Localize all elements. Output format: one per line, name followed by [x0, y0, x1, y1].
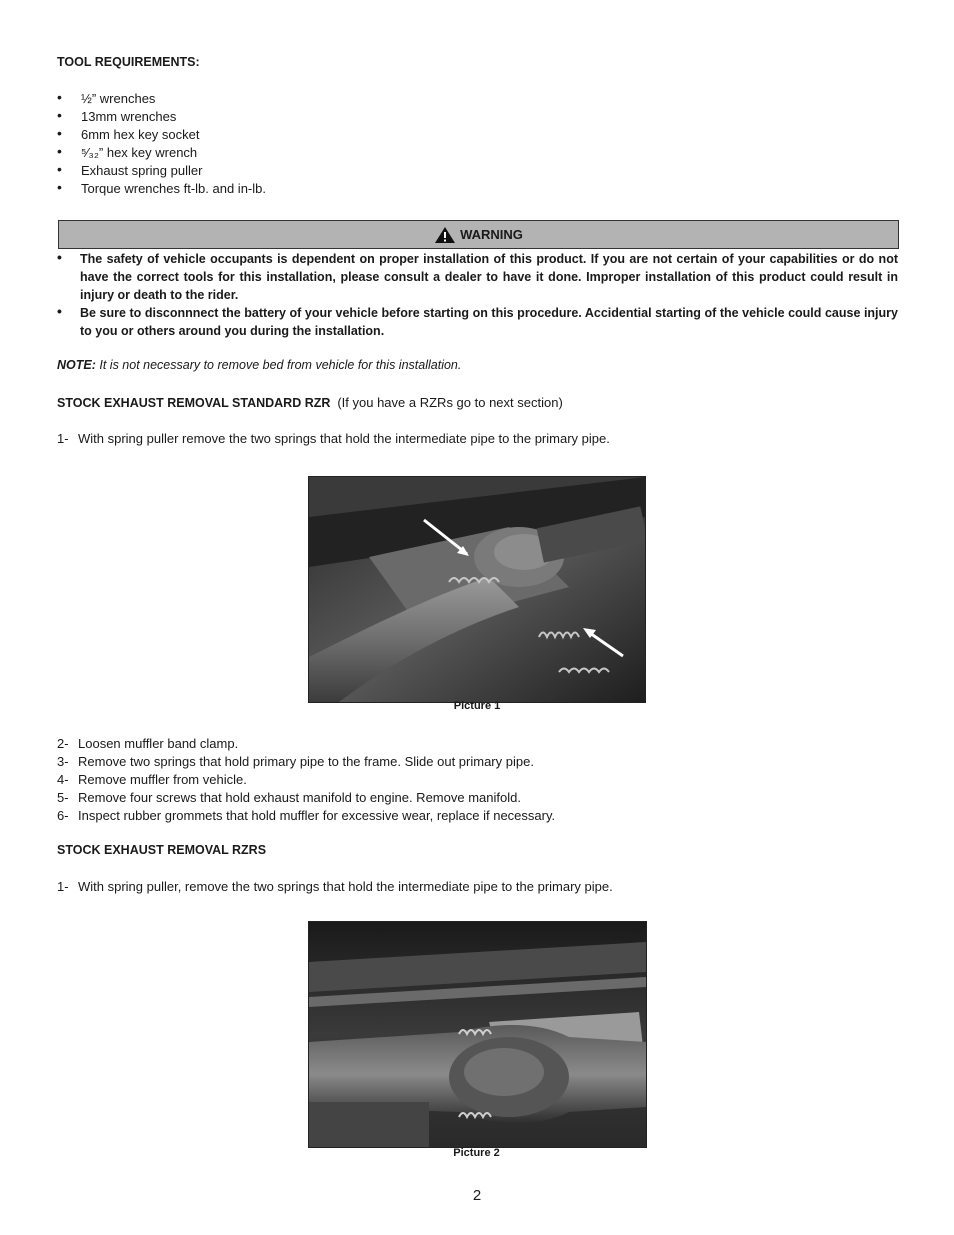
section2-step-1: 1- With spring puller, remove the two springs that hold the intermediate pipe to the primary pipe.	[57, 879, 613, 894]
page-number: 2	[472, 1187, 482, 1204]
warning-label: WARNING	[460, 227, 523, 242]
picture-1-image	[308, 476, 646, 703]
tool-list	[57, 90, 266, 198]
note	[57, 358, 461, 372]
bullet: •	[57, 107, 62, 123]
bullet: •	[57, 249, 62, 265]
list-item: • 13mm wrenches	[57, 107, 177, 124]
note-label: NOTE:	[57, 358, 96, 372]
list-item: • Be sure to disconnnect the battery of your vehicle before starting on this procedure. Accidential starting of the vehicle could cause injury to you or others around you during the installation.	[57, 303, 898, 338]
bullet: •	[57, 89, 62, 105]
note-text: It is not necessary to remove bed from vehicle for this installation.	[99, 358, 462, 372]
section1-step-3: 3- Remove two springs that hold primary pipe to the frame. Slide out primary pipe.	[57, 754, 534, 769]
list-item: • ⁵⁄₃₂” hex key wrench	[57, 143, 198, 160]
section1-step-1: 1- With spring puller remove the two springs that hold the intermediate pipe to the primary pipe.	[57, 431, 610, 446]
list-item: • ½” wrenches	[57, 89, 156, 106]
section1-step-6: 6- Inspect rubber grommets that hold muffler for excessive wear, replace if necessary.	[57, 808, 556, 823]
bullet: •	[57, 303, 62, 319]
picture-1-caption: Picture 1	[453, 700, 501, 712]
bullet: •	[57, 143, 62, 159]
section1-step-2: 2- Loosen muffler band clamp.	[57, 736, 239, 751]
section2-heading: STOCK EXHAUST REMOVAL RZRS	[57, 843, 267, 857]
list-item: • Exhaust spring puller	[57, 161, 203, 178]
bullet: •	[57, 179, 62, 195]
picture-2-image	[308, 921, 647, 1148]
tool-requirements-heading: TOOL REQUIREMENTS:	[57, 55, 200, 69]
picture-2-caption: Picture 2	[453, 1147, 500, 1159]
list-item: • Torque wrenches ft-lb. and in-lb.	[57, 179, 266, 196]
list-item: • The safety of vehicle occupants is dependent on proper installation of this product. If you are not certain of your capabilities or do not have the correct tools for this installation, please consult a dealer to have it done. Improper installation of this product could result in injury or death to the rider.	[57, 249, 898, 302]
warning-banner	[58, 220, 899, 249]
list-item: • 6mm hex key socket	[57, 125, 200, 142]
section1-heading: STOCK EXHAUST REMOVAL STANDARD RZR (If you have a RZRs go to next section)	[57, 395, 563, 410]
section1-step-4: 4- Remove muffler from vehicle.	[57, 772, 247, 787]
warning-list	[57, 250, 898, 340]
bullet: •	[57, 125, 62, 141]
section1-step-5: 5- Remove four screws that hold exhaust manifold to engine. Remove manifold.	[57, 790, 521, 805]
warning-triangle-icon	[434, 226, 456, 244]
bullet: •	[57, 161, 62, 177]
